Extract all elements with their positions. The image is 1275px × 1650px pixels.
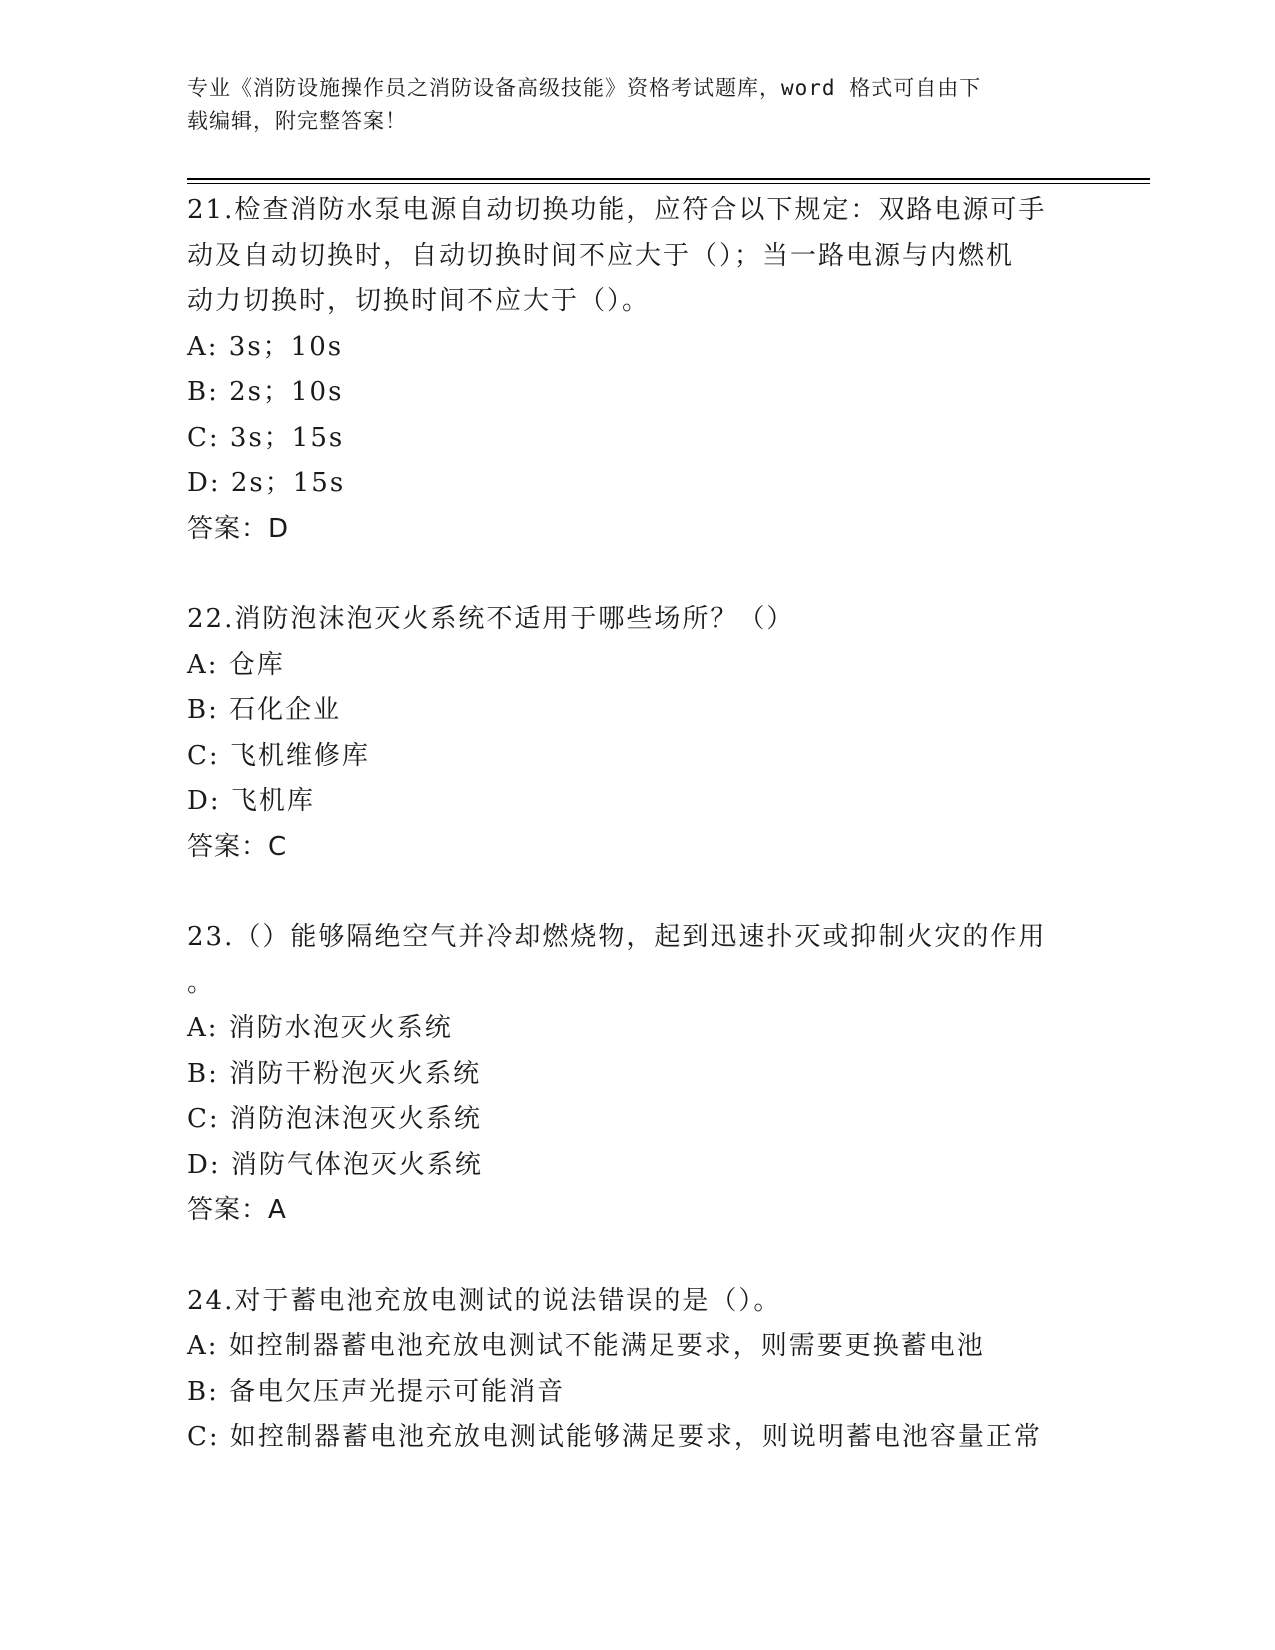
header-line-1: 专业《消防设施操作员之消防设备高级技能》资格考试题库，word 格式可自由下 bbox=[187, 76, 982, 100]
question-stem-line: 21.检查消防水泵电源自动切换功能，应符合以下规定：双路电源可手 bbox=[187, 195, 1047, 225]
option-c: C: 如控制器蓄电池充放电测试能够满足要求，则说明蓄电池容量正常 bbox=[187, 1422, 1042, 1452]
option-a: A: 仓库 bbox=[187, 649, 285, 680]
option-b: B: 备电欠压声光提示可能消音 bbox=[187, 1376, 566, 1407]
question-stem-line: 动力切换时，切换时间不应大于（）。 bbox=[187, 286, 651, 316]
option-a: A: 3s；10s bbox=[187, 331, 344, 362]
answer-line: 答案：D bbox=[187, 513, 290, 544]
option-b: B: 消防干粉泡灭火系统 bbox=[187, 1058, 482, 1089]
option-a: A: 如控制器蓄电池充放电测试不能满足要求，则需要更换蓄电池 bbox=[187, 1331, 985, 1361]
option-b: B: 石化企业 bbox=[187, 695, 342, 725]
question-stem-line: 23.（）能够隔绝空气并冷却燃烧物，起到迅速扑灭或抑制火灾的作用 bbox=[187, 922, 1047, 952]
header-divider-thick bbox=[187, 178, 1150, 180]
option-c: C: 飞机维修库 bbox=[187, 740, 370, 771]
question-stem-line: 。 bbox=[187, 967, 216, 998]
question-21 bbox=[187, 188, 1087, 552]
option-c: C: 消防泡沫泡灭火系统 bbox=[187, 1104, 482, 1134]
question-24 bbox=[187, 1279, 1087, 1461]
question-list bbox=[187, 188, 1087, 1506]
option-d: D: 2s；15s bbox=[187, 468, 346, 498]
answer-line: 答案：C bbox=[187, 831, 288, 862]
header-line-2: 载编辑，附完整答案！ bbox=[187, 109, 407, 133]
option-c: C: 3s；15s bbox=[187, 422, 345, 453]
question-stem-line: 24.对于蓄电池充放电测试的说法错误的是（）。 bbox=[187, 1285, 782, 1316]
question-stem-line: 22.消防泡沫泡灭火系统不适用于哪些场所？（） bbox=[187, 604, 795, 634]
option-d: D: 飞机库 bbox=[187, 786, 315, 816]
option-b: B: 2s；10s bbox=[187, 377, 344, 407]
option-d: D: 消防气体泡灭火系统 bbox=[187, 1149, 483, 1180]
header-divider-thin bbox=[187, 183, 1150, 184]
question-stem-line: 动及自动切换时，自动切换时间不应大于（）；当一路电源与内燃机 bbox=[187, 240, 1015, 271]
document-header bbox=[187, 72, 1067, 138]
question-22 bbox=[187, 597, 1087, 870]
option-a: A: 消防水泡灭火系统 bbox=[187, 1013, 453, 1043]
question-23 bbox=[187, 915, 1087, 1234]
answer-line: 答案：A bbox=[187, 1195, 287, 1225]
